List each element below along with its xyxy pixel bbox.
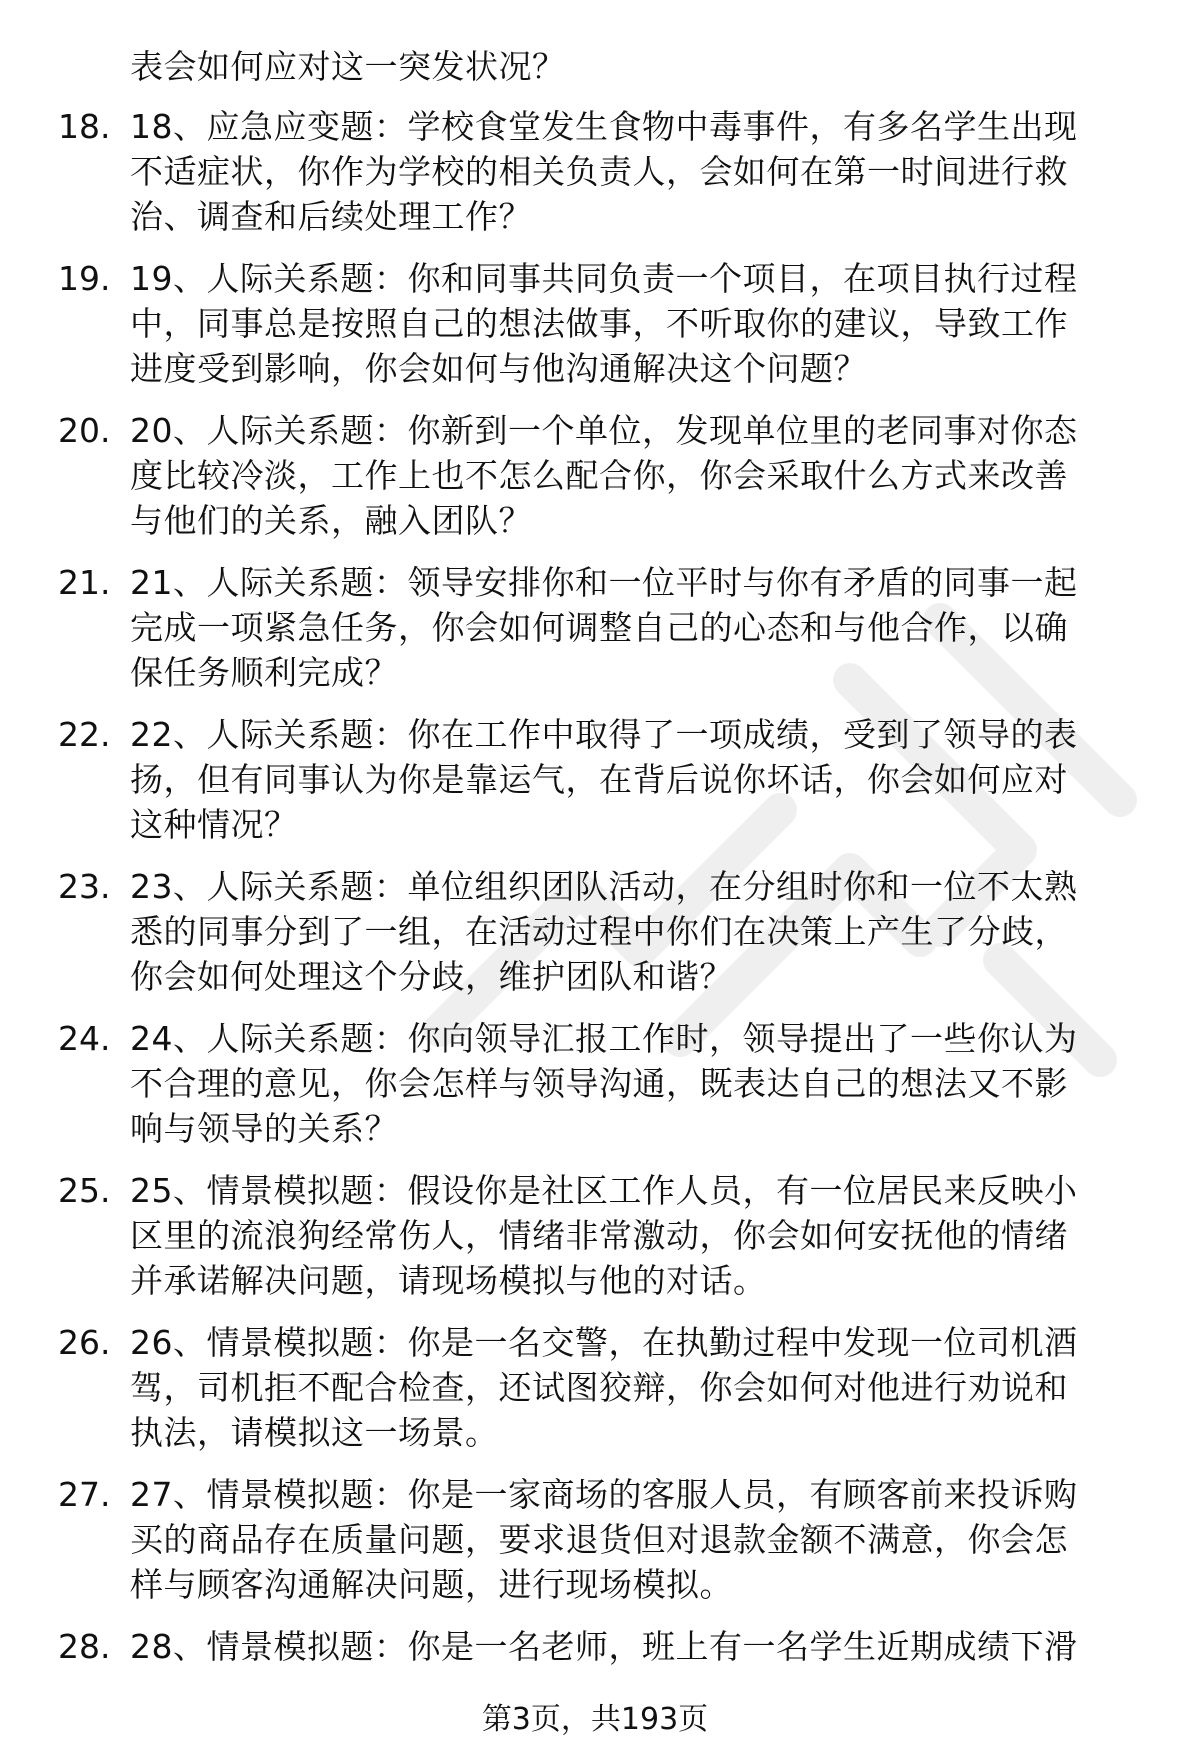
item-text [130, 1016, 1078, 1151]
item-text-line: 19、人际关系题：你和同事共同负责一个项目，在项目执行过程 [130, 259, 1078, 298]
item-text [130, 712, 1078, 847]
item-text-line: 进度受到影响，你会如何与他沟通解决这个问题？ [130, 349, 867, 388]
item-text-line: 24、人际关系题：你向领导汇报工作时，领导提出了一些你认为 [130, 1019, 1078, 1058]
item-text [130, 864, 1078, 999]
item-text-line: 并承诺解决问题，请现场模拟与他的对话。 [130, 1261, 767, 1300]
item-text-line: 23、人际关系题：单位组织团队活动，在分组时你和一位不太熟 [130, 867, 1078, 906]
item-number: 24. [58, 1019, 111, 1058]
item-text-line: 你会如何处理这个分歧，维护团队和谐？ [130, 957, 733, 996]
item-number: 21. [58, 563, 111, 602]
item-text [130, 256, 1078, 391]
item-number: 20. [58, 411, 111, 450]
item-text-line: 27、情景模拟题：你是一家商场的客服人员，有顾客前来投诉购 [130, 1475, 1078, 1514]
item-text-line: 度比较冷淡，工作上也不怎么配合你，你会采取什么方式来改善 [130, 456, 1068, 495]
item-text-line: 25、情景模拟题：假设你是社区工作人员，有一位居民来反映小 [130, 1171, 1078, 1210]
item-text-line: 区里的流浪狗经常伤人，情绪非常激动，你会如何安抚他的情绪 [130, 1216, 1068, 1255]
item-number: 22. [58, 715, 111, 754]
item-text-line: 与他们的关系，融入团队？ [130, 501, 532, 540]
item-text-line: 中，同事总是按照自己的想法做事，不听取你的建议，导致工作 [130, 304, 1068, 343]
item-text-line: 22、人际关系题：你在工作中取得了一项成绩，受到了领导的表 [130, 715, 1078, 754]
item-text-line: 21、人际关系题：领导安排你和一位平时与你有矛盾的同事一起 [130, 563, 1078, 602]
item-text-line: 保任务顺利完成？ [130, 653, 398, 692]
item-number: 18. [58, 107, 111, 146]
continuation-text: 表会如何应对这一突发状况？ [130, 47, 566, 86]
item-text-line: 这种情况？ [130, 805, 298, 844]
item-number: 27. [58, 1475, 111, 1514]
page-footer: 第3页，共193页 [481, 1702, 709, 1737]
item-text [130, 104, 1078, 239]
item-number: 23. [58, 867, 111, 906]
item-text [130, 1320, 1078, 1455]
item-number: 26. [58, 1323, 111, 1362]
item-text-line: 完成一项紧急任务，你会如何调整自己的心态和与他合作，以确 [130, 608, 1068, 647]
item-text-line: 不合理的意见，你会怎样与领导沟通，既表达自己的想法又不影 [130, 1064, 1068, 1103]
item-text-line: 执法，请模拟这一场景。 [130, 1413, 499, 1452]
item-text [130, 560, 1078, 695]
item-number: 28. [58, 1627, 111, 1666]
item-text-line: 悉的同事分到了一组，在活动过程中你们在决策上产生了分歧， [130, 912, 1068, 951]
item-text-line: 26、情景模拟题：你是一名交警，在执勤过程中发现一位司机酒 [130, 1323, 1078, 1362]
item-text-line: 治、调查和后续处理工作？ [130, 197, 532, 236]
item-text-line: 18、应急应变题：学校食堂发生食物中毒事件，有多名学生出现 [130, 107, 1078, 146]
item-number: 25. [58, 1171, 111, 1210]
item-text-line: 买的商品存在质量问题，要求退货但对退款金额不满意，你会怎 [130, 1520, 1068, 1559]
item-text-line: 样与顾客沟通解决问题，进行现场模拟。 [130, 1565, 733, 1604]
item-text-line: 驾，司机拒不配合检查，还试图狡辩，你会如何对他进行劝说和 [130, 1368, 1068, 1407]
item-text [130, 1624, 1078, 1669]
item-text [130, 1472, 1078, 1607]
item-text-line: 不适症状，你作为学校的相关负责人，会如何在第一时间进行救 [130, 152, 1068, 191]
item-text-line: 28、情景模拟题：你是一名老师，班上有一名学生近期成绩下滑 [130, 1627, 1078, 1666]
item-text-line: 响与领导的关系？ [130, 1109, 398, 1148]
item-text-line: 扬，但有同事认为你是靠运气，在背后说你坏话，你会如何应对 [130, 760, 1068, 799]
item-text-line: 20、人际关系题：你新到一个单位，发现单位里的老同事对你态 [130, 411, 1078, 450]
item-text [130, 1168, 1078, 1303]
item-text [130, 408, 1078, 543]
item-number: 19. [58, 259, 111, 298]
